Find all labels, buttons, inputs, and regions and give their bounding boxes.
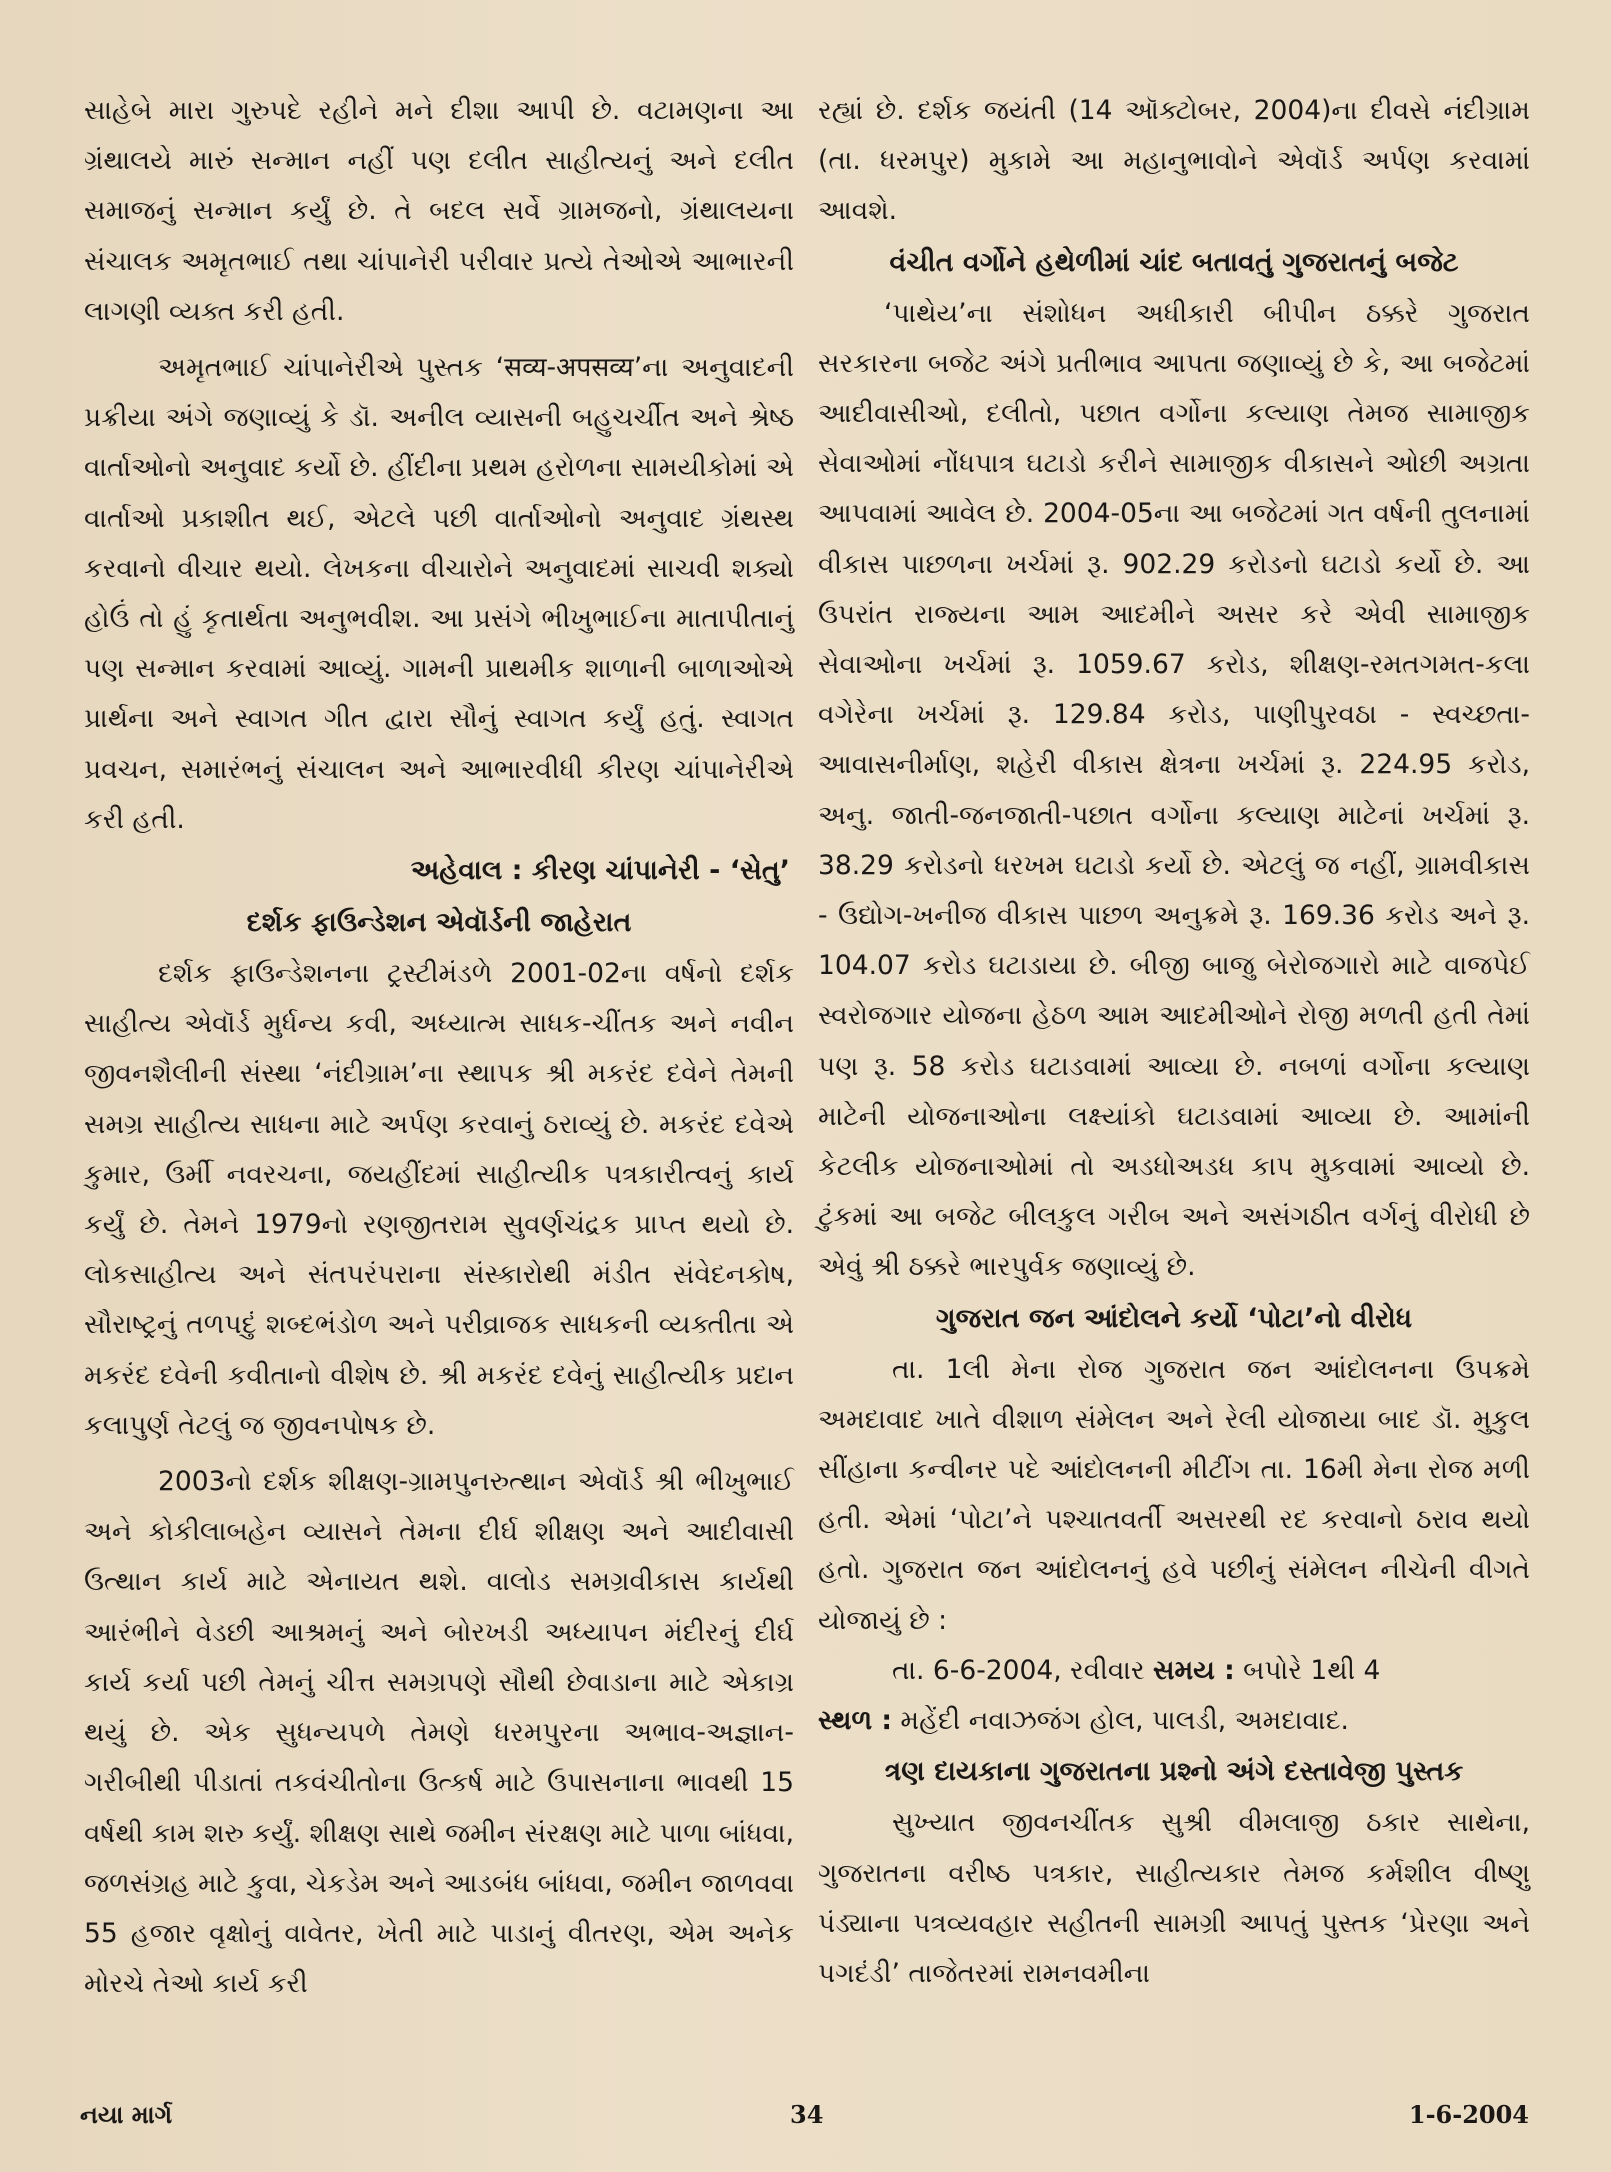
meeting-date: તા. 6-6-2004, રવીવાર (892, 1654, 1145, 1686)
place-label: સ્થળ : (818, 1705, 892, 1737)
paragraph: દર્શક ફાઉન્ડેશનના ટ્રસ્ટીમંડળે 2001-02ના વર્ષનો દર્શક સાહીત્ય એવૉર્ડ મુર્ધન્ય કવી, અધ્યાત્મ સાધક-ચીંતક અને નવીન જીવનશૈલીની સંસ્થા ‘નંદીગ્રામ’ના સ્થાપક શ્રી મકરંદ દવેને તેમની સમગ્ર સાહીત્ય સાધના માટે અર્પણ કરવાનું ઠરાવ્યું છે. મકરંદ દવેએ કુમાર, ઉર્મી નવરચના, જયહીંદમાં સાહીત્યીક પત્રકારીત્વનું કાર્ય કર્યું છે. તેમને 1979નો રણજીતરામ સુવર્ણચંદ્રક પ્રાપ્ત થયો છે. લોકસાહીત્ય અને સંતપરંપરાના સંસ્કારોથી મંડીત સંવેદનકોષ, સૌરાષ્ટ્રનું તળપદું શબ્દભંડોળ અને પરીવ્રાજક સાધકની વ્યક્તીતા એ મકરંદ દવેની કવીતાનો વીશેષ છે. શ્રી મકરંદ દવેનું સાહીત્યીક પ્રદાન કલાપુર્ણ તેટલું જ જીવનપોષક છે. (84, 958, 794, 1441)
section-heading: ત્રણ દાયકાના ગુજરાતના પ્રશ્નો અંગે દસ્તાવેજી પુસ્તક (884, 1756, 1464, 1788)
paragraph: સુખ્યાત જીવનચીંતક સુશ્રી વીમલાજી ઠકાર સાથેના, ગુજરાતના વરીષ્ઠ પત્રકાર, સાહીત્યકાર તેમજ કર્મશીલ વીષ્ણુ પંડ્યાના પત્રવ્યવહાર સહીતની સામગ્રી આપતું પુસ્તક ‘પ્રેરણા અને પગદંડી’ તાજેતરમાં રામનવમીના (818, 1807, 1530, 1989)
time-label: સમય : (1152, 1654, 1235, 1686)
report-byline: અહેવાલ : કીરણ ચાંપાનેરી - ‘સેતુ’ (410, 855, 790, 887)
magazine-name: નયા માર્ગ (80, 2100, 173, 2129)
paragraph: અમૃતભાઈ ચાંપાનેરીએ પુસ્તક ‘सव्य-अपसव्य’ના અનુવાદની પ્રક્રીયા અંગે જણાવ્યું કે ડૉ. અનીલ વ્યાસની બહુચર્ચીત અને શ્રેષ્ઠ વાર્તાઓનો અનુવાદ કર્યો છે. હીંદીના પ્રથમ હરોળના સામયીકોમાં એ વાર્તાઓ પ્રકાશીત થઈ, એટલે પછી વાર્તાઓનો અનુવાદ ગ્રંથસ્થ કરવાનો વીચાર થયો. લેખકના વીચારોને અનુવાદમાં સાચવી શક્યો હોઉં તો હું કૃતાર્થતા અનુભવીશ. આ પ્રસંગે ભીખુભાઈના માતાપીતાનું પણ સન્માન કરવામાં આવ્યું. ગામની પ્રાથમીક શાળાની બાળાઓએ પ્રાર્થના અને સ્વાગત ગીત દ્વારા સૌનું સ્વાગત કર્યું હતું. સ્વાગત પ્રવચન, સમારંભનું સંચાલન અને આભારવીધી કીરણ ચાંપાનેરીએ કરી હતી. (84, 352, 794, 835)
section-heading: ગુજરાત જન આંદોલને કર્યો ‘પોટા’નો વીરોધ (935, 1302, 1413, 1334)
issue-date: 1-6-2004 (1408, 2100, 1529, 2129)
paragraph: રહ્યાં છે. દર્શક જયંતી (14 ઑક્ટોબર, 2004)ના દીવસે નંદીગ્રામ (તા. ધરમપુર) મુકામે આ મહાનુભાવોને એવૉર્ડ અર્પણ કરવામાં આવશે. (818, 95, 1530, 227)
paragraph: ‘પાથેય’ના સંશોધન અધીકારી બીપીન ઠક્કરે ગુજરાત સરકારના બજેટ અંગે પ્રતીભાવ આપતા જણાવ્યું છે કે, આ બજેટમાં આદીવાસીઓ, દલીતો, પછાત વર્ગોના કલ્યાણ તેમજ સામાજીક સેવાઓમાં નોંધપાત્ર ઘટાડો કરીને સામાજીક વીકાસને ઓછી અગ્રતા આપવામાં આવેલ છે. 2004-05ના આ બજેટમાં ગત વર્ષની તુલનામાં વીકાસ પાછળના ખર્ચમાં રૂ. 902.29 કરોડનો ઘટાડો કર્યો છે. આ ઉપરાંત રાજ્યના આમ આદમીને અસર કરે એવી સામાજીક સેવાઓના ખર્ચમાં રૂ. 1059.67 કરોડ, શીક્ષણ-રમતગમત-કલા વગેરેના ખર્ચમાં રૂ. 129.84 કરોડ, પાણીપુરવઠા - સ્વચ્છતા-આવાસનીર્માણ, શહેરી વીકાસ ક્ષેત્રના ખર્ચમાં રૂ. 224.95 કરોડ, અનુ. જાતી-જનજાતી-પછાત વર્ગોના કલ્યાણ માટેનાં ખર્ચમાં રૂ. 38.29 કરોડનો ધરખમ ઘટાડો કર્યો છે. એટલું જ નહીં, ગ્રામવીકાસ - ઉદ્યોગ-ખનીજ વીકાસ પાછળ અનુક્રમે રૂ. 169.36 કરોડ અને રૂ. 104.07 કરોડ ઘટાડાયા છે. બીજી બાજુ બેરોજગારો માટે વાજપેઈ સ્વરોજગાર યોજના હેઠળ આમ આદમીઓને રોજી મળતી હતી તેમાં પણ રૂ. 58 કરોડ ઘટાડવામાં આવ્યા છે. નબળાં વર્ગોના કલ્યાણ માટેની યોજનાઓના લક્ષ્યાંકો ઘટાડવામાં આવ્યા છે. આમાંની કેટલીક યોજનાઓમાં તો અડધોઅડધ કાપ મુકવામાં આવ્યો છે. ટુંકમાં આ બજેટ બીલકુલ ગરીબ અને અસંગઠીત વર્ગનું વીરોધી છે એવું શ્રી ઠક્કરે ભારપુર્વક જણાવ્યું છે. (818, 297, 1530, 1283)
page-number: 34 (790, 2100, 824, 2129)
paragraph: 2003નો દર્શક શીક્ષણ-ગ્રામપુનરુત્થાન એવૉર્ડ શ્રી ભીખુભાઈ અને કોકીલાબહેન વ્યાસને તેમના દીર્ઘ શીક્ષણ અને આદીવાસી ઉત્થાન કાર્ય માટે એનાયત થશે. વાલોડ સમગ્રવીકાસ કાર્યથી આરંભીને વેડછી આશ્રમનું અને બોરખડી અધ્યાપન મંદીરનું દીર્ઘ કાર્ય કર્યા પછી તેમનું ચીત્ત સમગ્રપણે સૌથી છેવાડાના માટે એકાગ્ર થયું છે. એક સુધન્યપળે તેમણે ધરમપુરના અભાવ-અજ્ઞાન-ગરીબીથી પીડાતાં તકવંચીતોના ઉત્કર્ષ માટે ઉપાસનાના ભાવથી 15 વર્ષથી કામ શરુ કર્યું. શીક્ષણ સાથે જમીન સંરક્ષણ માટે પાળા બાંધવા, જળસંગ્રહ માટે કુવા, ચેકડેમ અને આડબંધ બાંધવા, જમીન જાળવવા 55 હજાર વૃક્ષોનું વાવેતર, ખેતી માટે પાડાનું વીતરણ, એમ અનેક મોરચે તેઓ કાર્ય કરી (84, 1466, 794, 2000)
time-value: બપોરે 1થી 4 (1243, 1654, 1381, 1686)
section-heading: દર્શક ફાઉન્ડેશન એવૉર્ડની જાહેરાત (246, 907, 632, 939)
meeting-place (818, 1696, 1530, 1746)
right-column (818, 86, 1530, 1999)
meeting-details (818, 1646, 1530, 1696)
paragraph: સાહેબે મારા ગુરુપદે રહીને મને દીશા આપી છે. વટામણના આ ગ્રંથાલયે મારું સન્માન નહીં પણ દલીત સાહીત્યનું અને દલીત સમાજનું સન્માન કર્યું છે. તે બદલ સર્વે ગ્રામજનો, ગ્રંથાલયના સંચાલક અમૃતભાઈ તથા ચાંપાનેરી પરીવાર પ્રત્યે તેઓએ આભારની લાગણી વ્યક્ત કરી હતી. (84, 95, 794, 327)
left-column (84, 86, 794, 2009)
paragraph: તા. 1લી મેના રોજ ગુજરાત જન આંદોલનના ઉપક્રમે અમદાવાદ ખાતે વીશાળ સંમેલન અને રેલી યોજાયા બાદ ડૉ. મુકુલ સીંહાના કન્વીનર પદે આંદોલનની મીટીંગ તા. 16મી મેના રોજ મળી હતી. એમાં ‘પોટા’ને પશ્ચાતવર્તી અસરથી રદ કરવાનો ઠરાવ થયો હતો. ગુજરાત જન આંદોલનનું હવે પછીનું સંમેલન નીચેની વીગતે યોજાયું છે : (818, 1353, 1530, 1636)
place-value: મહેંદી નવાઝજંગ હોલ, પાલડી, અમદાવાદ. (900, 1705, 1349, 1737)
section-heading: વંચીત વર્ગોને હથેળીમાં ચાંદ બતાવતું ગુજરાતનું બજેટ (889, 246, 1459, 278)
page-footer (0, 2100, 1611, 2140)
